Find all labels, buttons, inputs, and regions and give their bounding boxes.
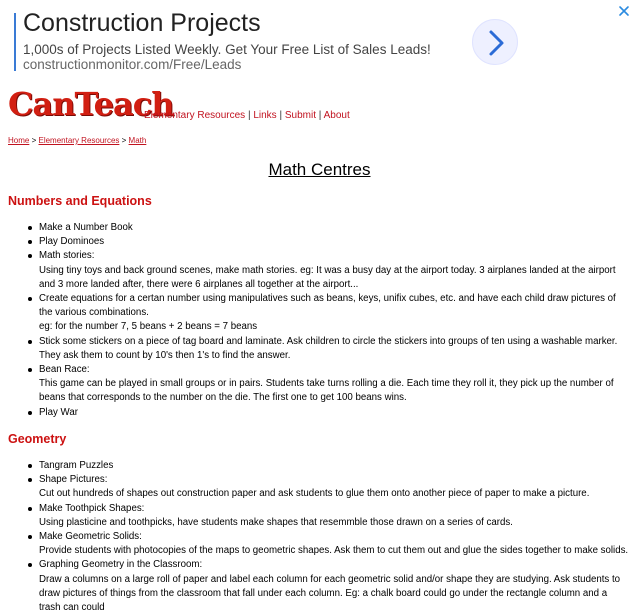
list-item [39,363,631,406]
item-title: Tangram Puzzles [39,460,114,471]
list-item [39,235,631,249]
item-title: Make Toothpick Shapes: [39,502,145,514]
item-title: Math stories: [39,250,95,262]
numbers-list [0,221,631,420]
close-icon [617,4,631,18]
item-title: Graphing Geometry in the Classroom: [39,559,203,571]
breadcrumb-home[interactable]: Home [8,136,30,145]
list-item [39,502,631,530]
list-item [39,221,631,235]
breadcrumb-separator: > [121,136,129,145]
item-description: Using tiny toys and back ground scenes, make math stories. eg: It was a busy day at the airport today. 3 airplanes landed at the airport and 3 more landed after, there were 6 airplanes all together at the airport... [39,264,616,290]
item-title: Stick some stickers on a piece of tag board and laminate. Ask children to circle the stickers into groups of ten using a washable marker. They ask them to count by 10's then 1's to find the answer. [39,335,618,361]
list-item [39,530,631,558]
breadcrumb-elementary-resources[interactable]: Elementary Resources [38,136,120,145]
nav-link-submit[interactable]: Submit [284,110,316,121]
nav-link-links[interactable]: Links [253,110,277,121]
ad-go-button[interactable] [472,19,518,65]
ad-accent-bar [14,13,16,71]
ad-banner[interactable] [0,0,639,80]
item-description: Cut out hundreds of shapes out construction paper and ask students to glue them onto another piece of paper to make a picture. [39,488,590,500]
item-title: Make Geometric Solids: [39,531,142,543]
ad-close-button[interactable] [617,4,631,18]
list-item [39,335,631,363]
item-title: Make a Number Book [39,222,133,233]
list-item [39,473,631,501]
item-title: Create equations for a certan number using manipulatives such as beans, keys, unifix cubes, etc. and have each child draw pictures of the various combinations. [39,293,616,319]
section-heading-geometry: Geometry [8,432,67,446]
list-item [39,292,631,335]
breadcrumb-separator: > [31,136,39,145]
item-description: Draw a columns on a large roll of paper and label each column for each geometric solid and/or shape they are studying. Ask students to draw pictures of things from the classroom that fall under each column. Eg: a chalk board could go under the rectangle column and a trash can could [39,573,621,614]
ad-title[interactable]: Construction Projects [23,9,261,37]
item-description: Using plasticine and toothpicks, have students make shapes that resemmble those drawn on a series of cards. [39,516,513,528]
ad-url[interactable]: constructionmonitor.com/Free/Leads [23,57,242,72]
ad-subtitle[interactable]: 1,000s of Projects Listed Weekly. Get Your Free List of Sales Leads! [23,42,431,57]
geometry-list [0,459,631,615]
breadcrumb-math[interactable]: Math [128,136,147,145]
chevron-right-icon [484,29,508,57]
nav-separator: | [318,110,324,121]
site-logo[interactable]: CanTeach [8,85,174,123]
breadcrumb [8,136,146,145]
list-item [39,459,631,473]
nav-separator: | [247,110,254,121]
nav-separator: | [279,110,285,121]
item-description: eg: for the number 7, 5 beans + 2 beans = 7 beans [39,321,258,333]
item-title: Shape Pictures: [39,474,108,486]
page-title: Math Centres [268,160,371,179]
top-nav [144,110,350,121]
list-item [39,558,631,615]
list-item [39,249,631,292]
section-heading-numbers: Numbers and Equations [8,194,152,208]
nav-link-about[interactable]: About [323,110,350,121]
nav-link-elementary-resources[interactable]: Elementary Resources [144,110,246,121]
item-description: This game can be played in small groups or in pairs. Students take turns rolling a die. Each time they roll it, they pick up the number of beans that corresponds to the number on the die. The first one to get 100 beans wins. [39,378,614,404]
list-item [39,406,631,420]
item-title: Play Dominoes [39,236,105,248]
item-title: Bean Race: [39,364,90,376]
item-description: Provide students with photocopies of the maps to geometric shapes. Ask them to cut them out and glue the sides together to make solids. [39,545,629,557]
item-title: Play War [39,406,78,418]
